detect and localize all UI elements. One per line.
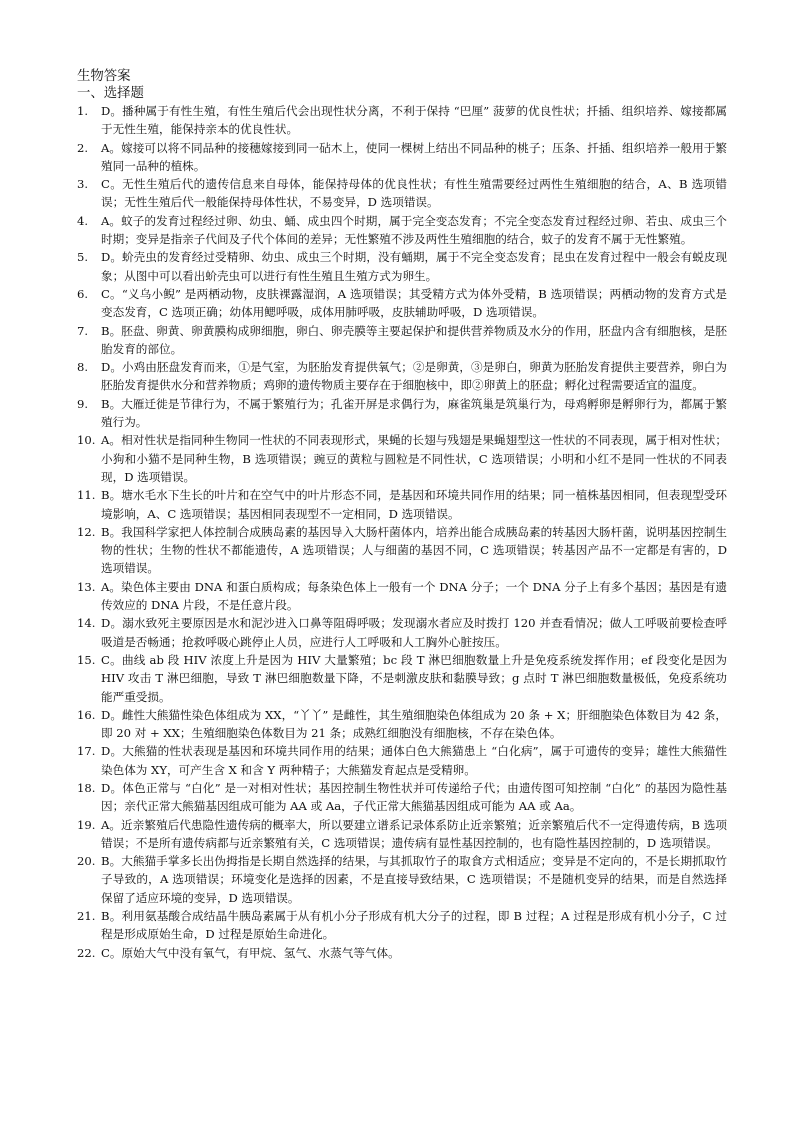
answer-sheet — [77, 68, 727, 962]
answer-number: 22. — [77, 945, 96, 960]
answer-item — [77, 578, 727, 615]
page-title: 生物答案 — [77, 69, 131, 84]
answer-text: C。原始大气中没有氧气，有甲烷、氢气、水蒸气等气体。 — [101, 945, 400, 960]
answer-item — [77, 779, 727, 816]
answer-item — [77, 742, 727, 779]
answer-item — [77, 944, 727, 962]
answer-text: B。利用氨基酸合成结晶牛胰岛素属于从有机小分子形成有机大分子的过程，即 B 过程；A 过程是形成有机小分子，C 过程是形成原始生命，D 过程是原始生命进化。 — [101, 909, 727, 942]
answer-number: 13. — [77, 579, 96, 594]
answer-number: 12. — [77, 524, 96, 539]
answer-item — [77, 139, 727, 176]
answer-item — [77, 175, 727, 212]
answer-item — [77, 486, 727, 523]
answer-number: 8. — [77, 360, 89, 375]
answer-number: 20. — [77, 854, 96, 869]
answer-item — [77, 248, 727, 285]
answer-number: 15. — [77, 652, 96, 667]
answer-number: 3. — [77, 177, 89, 192]
answer-text: C。无性生殖后代的遗传信息来自母体，能保持母体的优良性状；有性生殖需要经过两性生殖细胞的结合，A、B 选项错误；无性生殖后代一般能保持母体性状，不易变异，D 选项错误。 — [101, 177, 727, 210]
answer-number: 4. — [77, 213, 89, 228]
answer-number: 11. — [77, 488, 96, 503]
answer-number: 17. — [77, 744, 96, 759]
answer-item — [77, 706, 727, 743]
answer-number: 19. — [77, 817, 96, 832]
answer-text: C。“义乌小鲵” 是两栖动物，皮肤裸露湿润，A 选项错误；其受精方式为体外受精，B 选项错误；两栖动物的发育方式是变态发育，C 选项正确；幼体用鳃呼吸，成体用肺呼吸，皮肤辅助呼吸，D 选项错误。 — [101, 286, 727, 320]
answer-number: 10. — [77, 433, 96, 448]
answer-number: 6. — [77, 286, 89, 301]
answer-item — [77, 358, 727, 395]
section-heading: 一、选择题 — [77, 86, 144, 101]
answer-number: 21. — [77, 909, 96, 924]
answer-text: B。我国科学家把人体控制合成胰岛素的基因导入大肠杆菌体内，培养出能合成胰岛素的转基因大肠杆菌，说明基因控制生物的性状；生物的性状不都能遗传，A 选项错误；人与细菌的基因不同，C 选项错误；转基因产品不一定都是有害的，D 选项错误。 — [101, 524, 727, 576]
answer-text: A。嫁接可以将不同品种的接穗嫁接到同一砧木上，使同一棵树上结出不同品种的桃子；压条、扦插、组织培养一般用于繁殖同一品种的植株。 — [101, 140, 727, 173]
answer-text: D。小鸡由胚盘发育而来，①是气室，为胚胎发育提供氧气；②是卵黄，③是卵白，卵黄为胚胎发育提供主要营养，卵白为胚胎发育提供水分和营养物质；鸡卵的遗传物质主要存在于细胞核中，即②卵黄上的胚盘；孵化过程需要适宜的温度。 — [101, 360, 727, 393]
answer-text: B。大雁迁徙是节律行为，不属于繁殖行为；孔雀开屏是求偶行为，麻雀筑巢是筑巢行为，母鸡孵卵是孵卵行为，都属于繁殖行为。 — [101, 396, 727, 430]
answer-list — [77, 102, 727, 962]
answer-number: 7. — [77, 323, 89, 338]
answer-item — [77, 431, 727, 486]
answer-text: D。播种属于有性生殖，有性生殖后代会出现性状分离，不利于保持 “巴厘” 菠萝的优良性状；扦插、组织培养、嫁接都属于无性生殖，能保持亲本的优良性状。 — [101, 104, 727, 137]
answer-text: D。雌性大熊猫性染色体组成为 XX，“丫丫” 是雌性，其生殖细胞染色体组成为 20 条 + X；肝细胞染色体数目为 42 条，即 20 对 + XX；生殖细胞染色体数目为 21 条；成熟红细胞没有细胞核，不存在染色体。 — [101, 707, 727, 741]
answer-text: D。溺水致死主要原因是水和泥沙进入口鼻等阻碍呼吸；发现溺水者应及时拨打 120 并查看情况；做人工呼吸前要检查呼吸道是否畅通；抢救呼吸心跳停止人员，应进行人工呼吸和人工胸外心脏按压。 — [101, 616, 727, 649]
answer-text: D。大熊猫的性状表现是基因和环境共同作用的结果；通体白色大熊猫患上 “白化病”，属于可遗传的变异；雄性大熊猫性染色体为 XY，可产生含 X 和含 Y 两种精子；大熊猫发育起点是受精卵。 — [101, 744, 727, 777]
answer-item — [77, 816, 727, 853]
answer-text: A。蚊子的发育过程经过卵、幼虫、蛹、成虫四个时期，属于完全变态发育；不完全变态发育过程经过卵、若虫、成虫三个时期；变异是指亲子代间及子代个体间的差异；无性繁殖不涉及两性生殖细胞的结合，蚊子的发育不属于无性繁殖。 — [101, 213, 727, 247]
answer-text: A。染色体主要由 DNA 和蛋白质构成；每条染色体上一般有一个 DNA 分子；一个 DNA 分子上有多个基因；基因是有遗传效应的 DNA 片段，不是任意片段。 — [101, 579, 727, 613]
answer-text: A。近亲繁殖后代患隐性遗传病的概率大，所以要建立谱系记录体系防止近亲繁殖；近亲繁殖后代不一定得遗传病，B 选项错误；不是所有遗传病都与近亲繁殖有关，C 选项错误；遗传病有显性基因控制的，也有隐性基因控制的，D 选项错误。 — [101, 817, 727, 850]
answer-text: D。蚧壳虫的发育经过受精卵、幼虫、成虫三个时期，没有蛹期，属于不完全变态发育；昆虫在发育过程中一般会有蜕皮现象；从图中可以看出蚧壳虫可以进行有性生殖且生殖方式为卵生。 — [101, 250, 727, 283]
answer-text: A。相对性状是指同种生物同一性状的不同表现形式，果蝇的长翅与残翅是果蝇翅型这一性状的不同表现，属于相对性状；小狗和小猫不是同种生物，B 选项错误；豌豆的黄粒与圆粒是不同性状，C 选项错误；小明和小红不是同一性状的不同表现，D 选项错误。 — [101, 433, 727, 484]
answer-text: D。体色正常与 “白化” 是一对相对性状；基因控制生物性状并可传递给子代；由遗传图可知控制 “白化” 的基因为隐性基因；亲代正常大熊猫基因组成可能为 AA 或 Aa，子代正常大熊猫基因组成可能为 AA 或 Aa。 — [101, 780, 727, 814]
answer-text: C。曲线 ab 段 HIV 浓度上升是因为 HIV 大量繁殖；bc 段 T 淋巴细胞数量上升是免疫系统发挥作用；ef 段变化是因为 HIV 攻击 T 淋巴细胞，导致 T 淋巴细胞数量下降，不是刺激皮肤和黏膜导致；g 点时 T 淋巴细胞数量极低，免疫系统功能严重受损。 — [101, 652, 727, 704]
answer-number: 2. — [77, 140, 89, 155]
answer-number: 18. — [77, 780, 96, 795]
answer-item — [77, 651, 727, 706]
answer-number: 5. — [77, 250, 89, 265]
answer-item — [77, 102, 727, 139]
answer-text: B。塘水毛水下生长的叶片和在空气中的叶片形态不同，是基因和环境共同作用的结果；同一植株基因相同，但表现型受环境影响，A、C 选项错误；基因相同表现型不一定相同，D 选项错误。 — [101, 488, 727, 521]
answer-item — [77, 285, 727, 322]
answer-item — [77, 395, 727, 432]
answer-number: 1. — [77, 104, 89, 118]
answer-number: 16. — [77, 707, 96, 722]
answer-item — [77, 212, 727, 249]
answer-number: 14. — [77, 616, 96, 631]
answer-item — [77, 614, 727, 651]
answer-item — [77, 322, 727, 359]
answer-text: B。胚盘、卵黄、卵黄膜构成卵细胞，卵白、卵壳膜等主要起保护和提供营养物质及水分的作用，胚盘内含有细胞核，是胚胎发育的部位。 — [101, 323, 727, 356]
answer-item — [77, 523, 727, 578]
answer-number: 9. — [77, 396, 89, 411]
answer-text: B。大熊猫手掌多长出伪拇指是长期自然选择的结果，与其抓取竹子的取食方式相适应；变异是不定向的，不是长期抓取竹子导致的，A 选项错误；环境变化是选择的因素，不是直接导致结果，C 选项错误；不是随机变异的结果，而是自然选择保留了适应环境的变异，D 选项错误。 — [101, 854, 727, 905]
answer-item — [77, 852, 727, 907]
answer-item — [77, 907, 727, 944]
